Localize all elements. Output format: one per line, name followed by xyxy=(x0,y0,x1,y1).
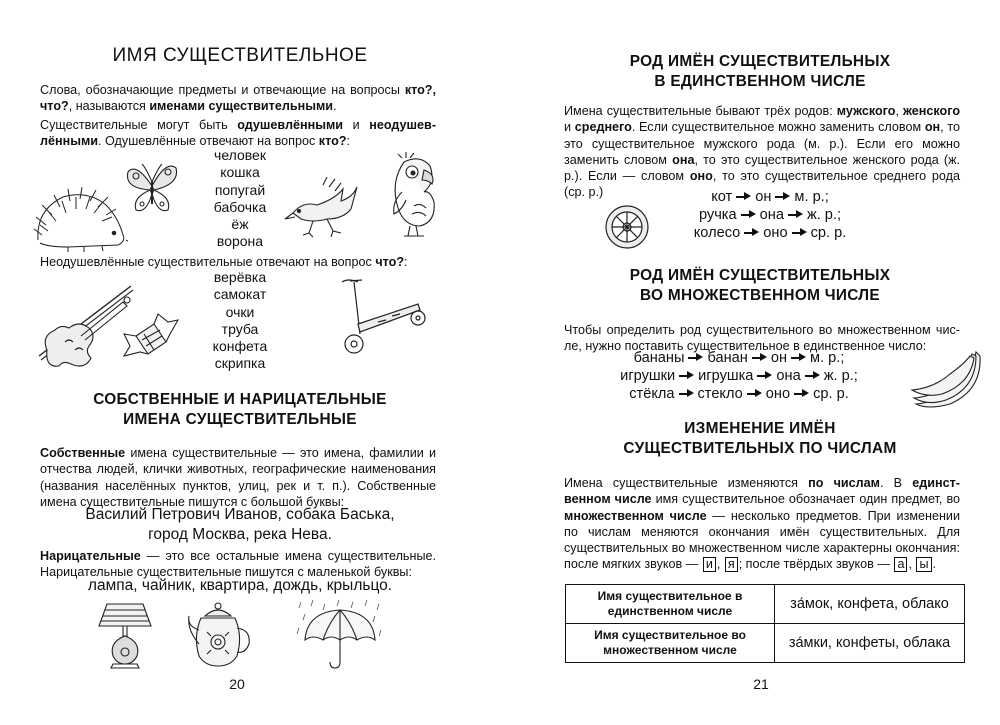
right-page xyxy=(500,0,1000,725)
intro-paragraph: Слова, обозначающие предметы и отвечающие на вопросы кто?, что?, называются именами существительными. xyxy=(40,83,437,114)
table-row xyxy=(566,624,965,663)
list-item: кошка xyxy=(220,164,260,181)
section-heading-singular-gender: РОД ИМЁН СУЩЕСТВИТЕЛЬНЫХ В ЕДИНСТВЕННОМ ЧИСЛЕ xyxy=(629,53,891,90)
page-number: 20 xyxy=(229,676,245,692)
example-chain: кот он м. р.; xyxy=(711,189,829,205)
section-heading-plural-gender: РОД ИМЁН СУЩЕСТВИТЕЛЬНЫХ ВО МНОЖЕСТВЕННОМ ЧИСЛЕ xyxy=(629,267,891,304)
list-item: бабочка xyxy=(213,198,267,215)
list-item: скрипка xyxy=(214,355,266,372)
example-chain: стёкла стекло оно ср. р. xyxy=(629,386,849,402)
arrow-icon xyxy=(679,371,694,380)
list-item: человек xyxy=(214,147,266,163)
gender-paragraph: Имена существительные бывают трёх родов: мужского, женского и среднего. Если существительное можно заменить словом он, то это существительное мужского рода (м. р.). Если его можно заменить словом она, то это существительное женского рода (ж. р.). Если — словом оно, то это существительное среднего рода (ср. р.) xyxy=(564,104,961,200)
list-item: верёвка xyxy=(213,269,267,285)
scooter-illustration xyxy=(338,278,428,358)
butterfly-illustration xyxy=(122,158,182,216)
arrow-icon xyxy=(744,228,759,237)
arrow-icon xyxy=(741,210,756,219)
arrow-icon xyxy=(688,353,703,362)
list-item: попугай xyxy=(214,181,266,198)
table-header-cell: Имя существительное во множественном числе xyxy=(566,624,775,663)
gender-examples xyxy=(650,188,890,242)
list-item: конфета xyxy=(212,338,268,355)
list-item: очки xyxy=(225,303,255,320)
arrow-icon xyxy=(752,353,767,362)
list-item: ёж xyxy=(231,216,249,233)
example-chain: колесо оно ср. р. xyxy=(693,225,847,241)
parrot-illustration xyxy=(380,152,442,242)
lamp-illustration xyxy=(95,600,155,670)
arrow-icon xyxy=(679,389,694,398)
common-nouns-paragraph: Нарицательные — это все остальные имена существительные. Нарицательные существительные пишутся с маленькой буквы: xyxy=(40,549,437,580)
arrow-icon xyxy=(775,192,790,201)
ending-box: а xyxy=(894,557,907,572)
animate-paragraph: Существительные могут быть одушевлёнными и неодушевлёнными. Одушевлённые отвечают на вопрос кто?: xyxy=(40,118,437,149)
ending-box: я xyxy=(725,557,738,572)
page-number: 21 xyxy=(753,676,769,692)
teapot-illustration xyxy=(185,600,255,670)
candy-illustration xyxy=(120,312,180,362)
example-chain: бананы банан он м. р.; xyxy=(633,350,845,366)
example-chain: ручка она ж. р.; xyxy=(698,207,842,223)
arrow-icon xyxy=(794,389,809,398)
table-value-cell: за́мок, конфета, облако xyxy=(775,585,965,624)
list-item: труба xyxy=(221,320,259,337)
common-nouns-examples: лампа, чайник, квартира, дождь, крыльцо. xyxy=(87,577,393,594)
umbrella-rain-illustration xyxy=(295,598,385,670)
bananas-illustration xyxy=(910,350,985,410)
animate-word-list xyxy=(190,147,290,251)
section-heading-number-change: ИЗМЕНЕНИЕ ИМЁН СУЩЕСТВИТЕЛЬНЫХ ПО ЧИСЛАМ xyxy=(623,420,897,457)
ending-box: ы xyxy=(916,557,931,572)
example-chain: игрушки игрушка она ж. р.; xyxy=(620,368,858,384)
arrow-icon xyxy=(788,210,803,219)
arrow-icon xyxy=(791,353,806,362)
page-title: ИМЯ СУЩЕСТВИТЕЛЬНОЕ xyxy=(112,45,368,66)
table-value-cell: за́мки, конфеты, облака xyxy=(775,624,965,663)
inanimate-paragraph: Неодушевлённые существительные отвечают на вопрос что?: xyxy=(40,255,408,269)
list-item: самокат xyxy=(213,286,267,303)
proper-nouns-paragraph: Собственные имена существительные — это имена, фамилии и отчества людей, клички животных, географические наименования (названия населённых пунктов, улиц, рек и т. п.). Собственные имена существительные пишутся с большой буквы: xyxy=(40,446,437,509)
arrow-icon xyxy=(736,192,751,201)
number-table xyxy=(565,584,965,663)
ending-box: и xyxy=(703,557,716,572)
proper-nouns-examples: Василий Петрович Иванов, собака Баська, город Москва, река Нева. xyxy=(85,506,395,543)
list-item: ворона xyxy=(216,233,264,250)
inanimate-word-list xyxy=(190,269,290,373)
crow-illustration xyxy=(283,175,363,240)
arrow-icon xyxy=(805,371,820,380)
arrow-icon xyxy=(757,371,772,380)
plural-gender-examples xyxy=(564,349,914,403)
wheel-illustration xyxy=(604,204,650,250)
section-heading-proper-common: СОБСТВЕННЫЕ И НАРИЦАТЕЛЬНЫЕ ИМЕНА СУЩЕСТВИТЕЛЬНЫЕ xyxy=(93,391,387,428)
number-change-paragraph: Имена существительные изменяются по числам. В единственном числе имя существительное обозначает один предмет, во множественном числе — несколько предметов. При изменении по числам меняются окончания имён существительных. Для существительных во множественном числе характерны окончания: после мягких звуков — и , я ; после твёрдых звуков — а , ы . xyxy=(564,476,961,572)
arrow-icon xyxy=(747,389,762,398)
hedgehog-illustration xyxy=(28,185,128,253)
table-header-cell: Имя существительное в единственном числе xyxy=(566,585,775,624)
arrow-icon xyxy=(792,228,807,237)
plural-gender-paragraph: Чтобы определить род существительного во множественном числе, нужно поставить существительное в единственное число: xyxy=(564,323,960,354)
table-row xyxy=(566,585,965,624)
